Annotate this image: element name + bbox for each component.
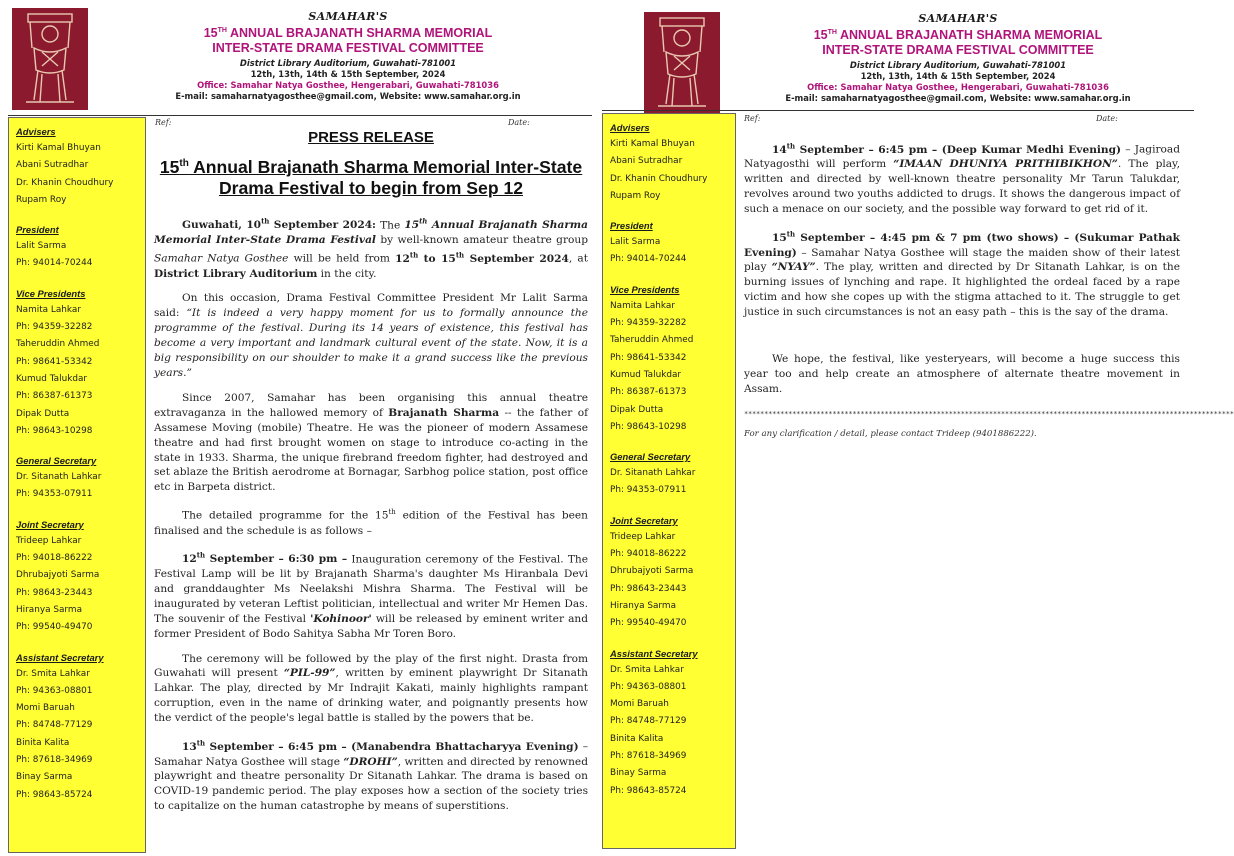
sidebar-group-title: President (610, 220, 653, 232)
sidebar-group-title: Assistant Secretary (610, 647, 698, 659)
sidebar-line: Ph: 87618-34969 (610, 751, 687, 762)
sidebar-group (610, 218, 735, 269)
sidebar-line: Dr. Sitanath Lahkar (610, 468, 696, 479)
letterhead (718, 12, 1198, 104)
sidebar-line: Ph: 98643-85724 (610, 785, 687, 796)
paragraph: Since 2007, Samahar has been organising this annual theatre extravaganza in the hallowed memory of Brajanath Sharma -- the father of Assamese Moving (mobile) Theatre. He was the pioneer of modern Assamese theatre and had first brought women on stage to introduce co-acting in the state in 1933. Sharma, the unique firebrand freedom fighter, had destroyed and set ablaze the British aerodrome at Bornagar, Sarbhog police station, post office etc in Barpeta district. (154, 391, 588, 494)
sidebar-line: Dipak Dutta (610, 404, 664, 415)
date-label: Date: (508, 118, 530, 127)
sidebar-group-title: Assistant Secretary (16, 651, 104, 663)
sidebar-line: Kirti Kamal Bhuyan (610, 139, 695, 149)
paragraph: Guwahati, 10th September 2024: The 15th Annual Brajanath Sharma Memorial Inter-State Drama Festival by well-known amateur theatre group Samahar Natya Gosthee will be held from 12th to 15th September 2024, at District Library Auditorium in the city. (154, 216, 589, 280)
sidebar-line: Binita Kalita (16, 737, 70, 748)
sidebar-group (16, 222, 145, 273)
sidebar-line: Ph: 84748-77129 (16, 720, 93, 731)
sidebar-line: Momi Baruah (610, 699, 669, 710)
press-release-body (744, 139, 1234, 442)
sidebar-line: Ph: 94363-08801 (610, 681, 687, 692)
sidebar-line: Binay Sarma (16, 772, 73, 783)
paragraph: 13th September – 6:45 pm – (Manabendra Bhattacharyya Evening) – Samahar Natya Gosthee will stage “DROHI”, written and directed by renowned playwright and theatre personality Dr Sitanath Lahkar. The drama is based on COVID-19 pandemic period. The play exposes how a section of the society tries to capitalize on the human catastrophe by means of superstitions. (154, 738, 588, 813)
sidebar-line: Ph: 98643-10298 (610, 421, 687, 432)
ref-label: Ref: (744, 114, 761, 123)
sidebar-line: Binita Kalita (610, 733, 664, 744)
sidebar-group (610, 513, 735, 633)
sidebar-line: Hiranya Sarma (16, 604, 83, 615)
sidebar-line: Trideep Lahkar (610, 531, 676, 542)
paragraph: 14th September – 6:45 pm – (Deep Kumar Medhi Evening) – Jagiroad Natyagosthi will perform “IMAAN DHUNIYA PRITHIBIKHON”. The play, written and directed by well-known theatre personality Mr Tarun Talukdar, revolves around two youths addicted to drugs. It shows the dangerous impact of such a menace on our society, and the possible way forward to get rid of it. (744, 141, 1180, 216)
header-divider (8, 115, 592, 116)
sidebar-line: Namita Lahkar (610, 300, 676, 311)
sidebar-line: Dhrubajyoti Sarma (610, 566, 694, 577)
sidebar-line: Lalit Sarma (16, 241, 67, 252)
sidebar-line: Ph: 86387-61373 (610, 387, 687, 398)
headline: 15th Annual Brajanath Sharma Memorial Inter-State Drama Festival to begin from Sep 12 (159, 156, 583, 198)
ref-label: Ref: (155, 118, 172, 127)
sidebar-line: Kumud Talukdar (16, 373, 88, 384)
sidebar-line: Ph: 98643-85724 (16, 789, 93, 800)
committee-title-line2: INTER-STATE DRAMA FESTIVAL COMMITTEE (822, 43, 1094, 58)
sidebar-group-title: President (16, 224, 59, 236)
press-release-title: PRESS RELEASE (308, 129, 434, 146)
committee-title-line2: INTER-STATE DRAMA FESTIVAL COMMITTEE (212, 41, 484, 56)
sidebar-line: Dr. Khanin Choudhury (610, 173, 708, 184)
sidebar-line: Abani Sutradhar (16, 160, 89, 171)
sidebar-group-title: General Secretary (610, 451, 691, 463)
sidebar-line: Dr. Smita Lahkar (16, 668, 90, 679)
contact-note: For any clarification / detail, please contact Trideep (9401886222). (744, 428, 1037, 439)
sidebar-group (16, 124, 145, 209)
venue: District Library Auditorium, Guwahati-781001 (849, 60, 1067, 71)
sidebar-line: Kirti Kamal Bhuyan (16, 143, 101, 153)
sidebar-group-title: Joint Secretary (16, 518, 84, 530)
contact-line: E-mail: samaharnatyagosthee@gmail.com, Website: www.samahar.org.in (785, 93, 1131, 104)
office-address: Office: Samahar Natya Gosthee, Hengerabari, Guwahati-781036 (197, 80, 499, 91)
paragraph: 15th September – 4:45 pm & 7 pm (two shows) – (Sukumar Pathak Evening) – Samahar Natya Gosthee will stage the maiden show of their latest play “NYAY”. The play, written and directed by Dr Sitanath Lahkar, is on the burning issues of lynching and rape. It highlighted the ordeal faced by a rape victim and how she copes up with the stigma attached to it. The struggle to get justice in such circumstances is not an easy path – this is the say of the drama. (744, 229, 1181, 319)
sidebar-line: Ph: 98641-53342 (610, 352, 687, 363)
sidebar-line: Ph: 94353-07911 (16, 489, 93, 500)
sidebar-line: Ph: 99540-49470 (16, 622, 93, 633)
sidebar-line: Lalit Sarma (610, 237, 661, 248)
sidebar-group-title: Advisers (16, 126, 56, 137)
paragraph: On this occasion, Drama Festival Committee President Mr Lalit Sarma said: “It is indeed a very happy moment for us to formally announce the programme of the festival. During its 14 years of existence, this festival has become a very important and landmark cultural event of the state. Now, it is a big responsibility on our shoulder to make it a grand success like the previous years.” (154, 292, 588, 379)
sidebar-group (610, 449, 735, 500)
sidebar-line: Ph: 98643-23443 (610, 583, 687, 594)
sidebar-line: Ph: 94018-86222 (16, 553, 93, 564)
samahar-logo-icon (12, 8, 88, 110)
sidebar-line: Ph: 94018-86222 (610, 549, 687, 560)
sidebar-line: Ph: 86387-61373 (16, 391, 93, 402)
sidebar-line: Dr. Khanin Choudhury (16, 177, 114, 188)
committee-title: 15TH ANNUAL BRAJANATH SHARMA MEMORIAL (203, 26, 493, 41)
sidebar-line: Ph: 98643-23443 (16, 587, 93, 598)
sidebar-line: Ph: 94014-70244 (610, 254, 687, 265)
sidebar-group (16, 650, 145, 804)
sidebar-line: Dr. Sitanath Lahkar (16, 472, 102, 483)
sidebar-line: Momi Baruah (16, 703, 75, 714)
sidebar-group-title: Advisers (610, 122, 650, 133)
sidebar-line: Hiranya Sarma (610, 600, 677, 611)
header-divider (602, 110, 1194, 111)
sidebar-group (610, 282, 735, 436)
paragraph: The ceremony will be followed by the play of the first night. Drasta from Guwahati will present “PIL-99”, written by eminent playwright Dr Sitanath Lahkar. The play, directed by Mr Indrajit Kakati, mainly highlights rampant corruption, even in the name of drinking water, and poignantly presents how the verdict of the people's legal battle is stalled by the powers that be. (154, 652, 588, 725)
sidebar-line: Dhrubajyoti Sarma (16, 570, 100, 581)
sidebar-line: Ph: 94363-08801 (16, 685, 93, 696)
sidebar-group (16, 453, 145, 504)
sidebar-line: Ph: 94359-32282 (610, 318, 687, 329)
press-release-page-2 (598, 0, 1234, 856)
sidebar-group-title: Vice Presidents (610, 283, 680, 295)
sidebar-line: Kumud Talukdar (610, 369, 682, 380)
sidebar-line: Ph: 98643-10298 (16, 425, 93, 436)
committee-sidebar (602, 113, 736, 849)
committee-sidebar (8, 117, 146, 853)
org-name: SAMAHAR'S (308, 10, 388, 23)
sidebar-line: Namita Lahkar (16, 304, 82, 315)
venue: District Library Auditorium, Guwahati-781001 (239, 58, 457, 69)
sidebar-line: Binay Sarma (610, 768, 667, 779)
paragraph: We hope, the festival, like yesteryears, will become a huge success this year too and help create an atmosphere of alternate theatre movement in Assam. (744, 353, 1180, 395)
sidebar-line: Ph: 87618-34969 (16, 755, 93, 766)
sidebar-line: Ph: 84748-77129 (610, 716, 687, 727)
sidebar-line: Ph: 98641-53342 (16, 356, 93, 367)
sidebar-line: Abani Sutradhar (610, 156, 683, 167)
sidebar-line: Taheruddin Ahmed (16, 339, 100, 350)
divider-stars: ************************************************************************************************************************** (744, 409, 1234, 418)
sidebar-line: Rupam Roy (610, 190, 661, 201)
sidebar-line: Ph: 94014-70244 (16, 258, 93, 269)
sidebar-group (610, 646, 735, 800)
sidebar-line: Ph: 99540-49470 (610, 618, 687, 629)
sidebar-line: Ph: 94359-32282 (16, 322, 93, 333)
press-release-page-1 (0, 0, 596, 856)
paragraph: 12th September – 6:30 pm – Inauguration ceremony of the Festival. The Festival Lamp will be lit by Brajanath Sharma's daughter Ms Hiranbala Devi and granddaughter Ms Neelakshi Mishra Sharma. The Festival will be inaugurated by veteran Leftist politician, intellectual and writer Mr Hemen Das. The souvenir of the Festival 'Kohinoor' will be released by eminent writer and former President of Bodo Sahitya Sabha Mr Toren Boro. (154, 550, 589, 640)
press-release-body (154, 131, 588, 824)
sidebar-line: Rupam Roy (16, 194, 67, 205)
sidebar-group (16, 286, 145, 440)
sidebar-line: Ph: 94353-07911 (610, 485, 687, 496)
paragraph: The detailed programme for the 15th edition of the Festival has been finalised and the schedule is as follows – (154, 508, 588, 537)
sidebar-group-title: Joint Secretary (610, 514, 678, 526)
date-label: Date: (1096, 114, 1118, 123)
sidebar-group-title: General Secretary (16, 455, 97, 467)
samahar-logo-icon (644, 12, 720, 114)
sidebar-line: Dr. Smita Lahkar (610, 664, 684, 675)
festival-dates: 12th, 13th, 14th & 15th September, 2024 (860, 71, 1056, 82)
sidebar-group (16, 517, 145, 637)
letterhead (100, 10, 596, 102)
sidebar-group-title: Vice Presidents (16, 287, 86, 299)
org-name: SAMAHAR'S (918, 12, 998, 25)
sidebar-line: Trideep Lahkar (16, 535, 82, 546)
contact-line: E-mail: samaharnatyagosthee@gmail.com, Website: www.samahar.org.in (175, 91, 521, 102)
office-address: Office: Samahar Natya Gosthee, Hengerabari, Guwahati-781036 (807, 82, 1109, 93)
festival-dates: 12th, 13th, 14th & 15th September, 2024 (250, 69, 446, 80)
sidebar-line: Dipak Dutta (16, 408, 70, 419)
sidebar-line: Taheruddin Ahmed (610, 335, 694, 346)
sidebar-group (610, 120, 735, 205)
committee-title: 15TH ANNUAL BRAJANATH SHARMA MEMORIAL (813, 28, 1103, 43)
